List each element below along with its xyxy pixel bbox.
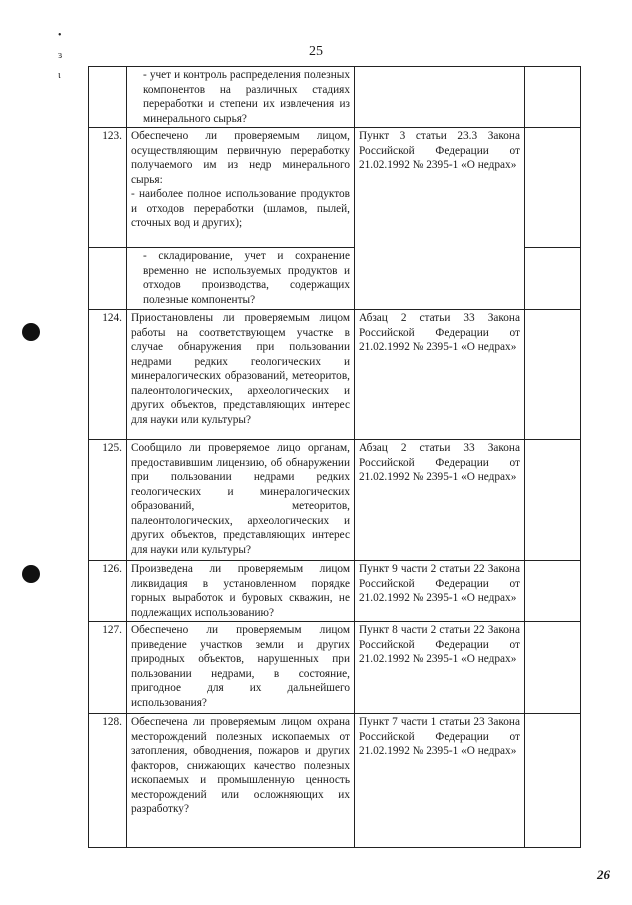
row-number (89, 67, 127, 128)
legal-reference: Пункт 8 части 2 статьи 22 Закона Российской Федерации от 21.02.1992 № 2395-1 «О недрах» (355, 622, 525, 714)
punch-hole-mark (22, 323, 40, 341)
handwritten-page-number: 26 (597, 867, 610, 882)
row-number (89, 248, 127, 310)
question-text: Обеспечено ли проверяемым лицом приведение участков земли и других природных объектов, нарушенных при пользовании недрами, в состояние, пригодное для их дальнейшего использования? (127, 622, 355, 714)
question-text: Обеспечено ли проверяемым лицом, осуществляющим первичную переработку получаемого им из недр минерального сырья: - наиболее полное использование продуктов и отходов переработки (шламов, пылей, сточных вод и других); (127, 128, 355, 248)
row-number: 125. (89, 440, 127, 561)
row-number: 127. (89, 622, 127, 714)
margin-mark: ɜ (58, 50, 63, 61)
answer-cell (525, 248, 581, 310)
answer-cell (525, 440, 581, 561)
margin-mark: ɩ (58, 70, 61, 81)
legal-reference: Пункт 9 части 2 статьи 22 Закона Российской Федерации от 21.02.1992 № 2395-1 «О недрах» (355, 561, 525, 622)
question-text: Сообщило ли проверяемое лицо органам, предоставившим лицензию, об обнаружении при пользовании недрами редких геологических и минералогических образований, метеоритов, палеонтологических, археологических и других объектов, представляющих интерес для науки или культуры? (127, 440, 355, 561)
row-number: 126. (89, 561, 127, 622)
table-row (89, 622, 581, 714)
page-number: 25 (309, 44, 323, 59)
question-text: - учет и контроль распределения полезных компонентов на различных стадиях переработки и степени их извлечения из минерального сырья? (127, 67, 355, 128)
legal-reference: Абзац 2 статьи 33 Закона Российской Федерации от 21.02.1992 № 2395-1 «О недрах» (355, 440, 525, 561)
row-number: 128. (89, 714, 127, 848)
answer-cell (525, 128, 581, 248)
question-text: Обеспечена ли проверяемым лицом охрана месторождений полезных ископаемых от затопления, обводнения, пожаров и других факторов, снижающих качество полезных ископаемых и промышленную ценность месторождений или осложняющих их разработку? (127, 714, 355, 848)
row-number: 124. (89, 310, 127, 440)
inspection-checklist-table (88, 66, 581, 848)
answer-cell (525, 622, 581, 714)
legal-reference: Абзац 2 статьи 33 Закона Российской Федерации от 21.02.1992 № 2395-1 «О недрах» (355, 310, 525, 440)
table-row (89, 128, 581, 248)
answer-cell (525, 310, 581, 440)
table-row (89, 440, 581, 561)
answer-cell (525, 714, 581, 848)
answer-cell (525, 561, 581, 622)
table-row (89, 310, 581, 440)
margin-mark: • (58, 30, 62, 41)
question-text: - складирование, учет и сохранение временно не используемых продуктов и отходов производства, содержащих полезные компоненты? (127, 248, 355, 310)
table-row (89, 67, 581, 128)
table-row (89, 714, 581, 848)
legal-reference (355, 67, 525, 128)
row-number: 123. (89, 128, 127, 248)
question-text: Произведена ли проверяемым лицом ликвидация в установленном порядке горных выработок и буровых скважин, не подлежащих использованию? (127, 561, 355, 622)
answer-cell (525, 67, 581, 128)
legal-reference: Пункт 7 части 1 статьи 23 Закона Российской Федерации от 21.02.1992 № 2395-1 «О недрах» (355, 714, 525, 848)
legal-reference: Пункт 3 статьи 23.3 Закона Российской Федерации от 21.02.1992 № 2395-1 «О недрах» (355, 128, 525, 310)
table-row (89, 561, 581, 622)
punch-hole-mark (22, 565, 40, 583)
question-text: Приостановлены ли проверяемым лицом работы на соответствующем участке в случае обнаружения при пользовании недрами редких геологических и минералогических образований, метеоритов, палеонтологических, археологических и других объектов, представляющих интерес для науки или культуры? (127, 310, 355, 440)
